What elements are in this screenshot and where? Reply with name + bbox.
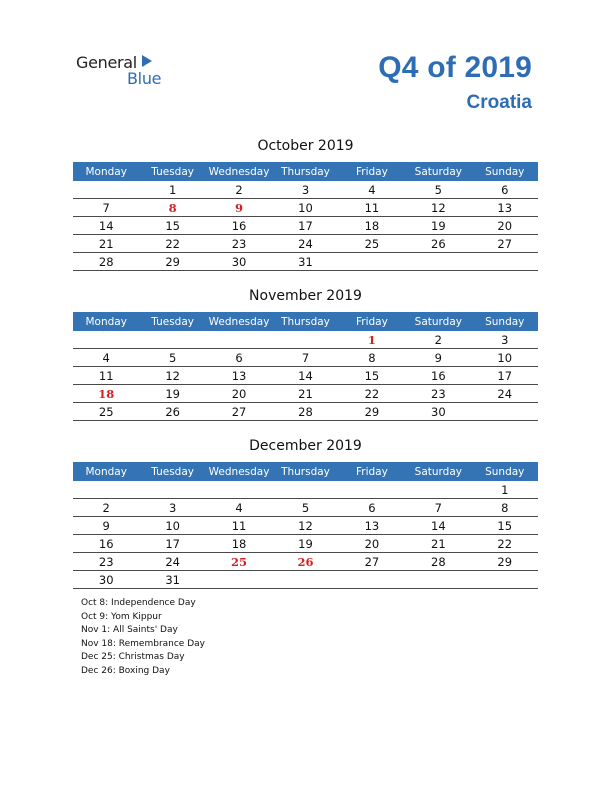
- week-row: [73, 331, 538, 349]
- country-name: Croatia: [466, 92, 532, 113]
- weekday-label: Friday: [355, 315, 388, 328]
- weekday-label: Monday: [85, 165, 127, 178]
- holiday-day-cell: 26: [297, 554, 314, 569]
- day-cell: 19: [431, 218, 446, 233]
- brand-logo: [76, 53, 176, 89]
- day-cell: 23: [98, 554, 114, 569]
- month-title: November 2019: [249, 288, 362, 304]
- day-cell: 3: [301, 182, 310, 197]
- day-cell: 18: [364, 218, 380, 233]
- weekday-label: Friday: [355, 165, 388, 178]
- page-title: Q4 of 2019: [378, 51, 532, 84]
- weekday-label: Wednesday: [208, 165, 270, 178]
- day-cell: 10: [298, 200, 313, 215]
- weekday-header: [73, 312, 538, 331]
- month-title: October 2019: [257, 138, 354, 154]
- day-cell: 5: [168, 350, 177, 365]
- day-cell: 14: [431, 518, 446, 533]
- day-cell: 8: [368, 350, 376, 365]
- day-cell: 21: [98, 236, 114, 251]
- month-december: [73, 435, 538, 589]
- day-cell: 2: [235, 182, 243, 197]
- day-cell: 3: [168, 500, 177, 515]
- day-cell: 10: [497, 350, 513, 365]
- day-cell: 7: [102, 200, 110, 215]
- day-cell: 29: [165, 254, 180, 269]
- day-cell: 9: [102, 518, 110, 533]
- week-row: [73, 403, 538, 421]
- day-cell: 14: [98, 218, 114, 233]
- day-cell: 16: [231, 218, 247, 233]
- day-cell: 25: [364, 236, 380, 251]
- day-cell: 2: [434, 332, 442, 347]
- day-cell: 11: [98, 368, 114, 383]
- holiday-day-cell: 8: [168, 200, 177, 215]
- week-row: [73, 481, 538, 499]
- holiday-day-cell: 1: [367, 332, 376, 347]
- weekday-label: Tuesday: [151, 315, 194, 328]
- holiday-day-cell: 9: [235, 200, 244, 215]
- day-cell: 16: [98, 536, 114, 551]
- day-cell: 4: [368, 182, 376, 197]
- weekday-label: Tuesday: [151, 165, 194, 178]
- logo-general-text: General: [76, 53, 137, 72]
- week-row: [73, 253, 538, 271]
- weekday-header: [73, 462, 538, 481]
- day-cell: 28: [298, 404, 313, 419]
- day-cell: 15: [497, 518, 513, 533]
- day-cell: 17: [298, 218, 313, 233]
- day-cell: 31: [298, 254, 313, 269]
- day-cell: 10: [165, 518, 180, 533]
- day-cell: 20: [231, 386, 247, 401]
- day-cell: 30: [98, 572, 114, 587]
- day-cell: 13: [364, 518, 380, 533]
- week-row: [73, 367, 538, 385]
- day-cell: 26: [431, 236, 446, 251]
- day-cell: 20: [497, 218, 513, 233]
- day-cell: 19: [298, 536, 313, 551]
- day-cell: 30: [431, 404, 446, 419]
- week-row: [73, 499, 538, 517]
- day-cell: 13: [497, 200, 513, 215]
- weekday-label: Saturday: [414, 465, 462, 478]
- day-cell: 19: [165, 386, 180, 401]
- day-cell: 27: [231, 404, 247, 419]
- day-cell: 1: [168, 182, 177, 197]
- day-cell: 13: [231, 368, 247, 383]
- logo-blue-text: Blue: [127, 69, 162, 88]
- day-cell: 24: [165, 554, 180, 569]
- day-cell: 3: [501, 332, 509, 347]
- holiday-note: Oct 8: Independence Day: [81, 598, 196, 608]
- day-cell: 28: [98, 254, 114, 269]
- holiday-note: Oct 9: Yom Kippur: [81, 611, 162, 622]
- week-row: [73, 571, 538, 589]
- day-cell: 4: [235, 500, 243, 515]
- weekday-label: Saturday: [414, 165, 462, 178]
- day-cell: 23: [431, 386, 446, 401]
- day-cell: 27: [497, 236, 513, 251]
- day-cell: 11: [231, 518, 247, 533]
- weekday-label: Sunday: [485, 465, 525, 478]
- day-cell: 22: [165, 236, 180, 251]
- holiday-note: Nov 1: All Saints' Day: [81, 625, 178, 636]
- week-row: [73, 181, 538, 199]
- day-cell: 12: [431, 200, 446, 215]
- day-cell: 12: [298, 518, 313, 533]
- day-cell: 27: [364, 554, 380, 569]
- weekday-label: Wednesday: [208, 465, 270, 478]
- week-row: [73, 235, 538, 253]
- weekday-label: Monday: [85, 465, 127, 478]
- day-cell: 20: [364, 536, 380, 551]
- day-cell: 17: [497, 368, 513, 383]
- day-cell: 15: [165, 218, 180, 233]
- weekday-label: Sunday: [485, 165, 525, 178]
- week-row: [73, 217, 538, 235]
- day-cell: 21: [431, 536, 446, 551]
- day-cell: 23: [231, 236, 247, 251]
- day-cell: 30: [231, 254, 247, 269]
- week-row: [73, 385, 538, 403]
- day-cell: 5: [434, 182, 442, 197]
- holiday-day-cell: 18: [98, 386, 115, 401]
- day-cell: 18: [231, 536, 247, 551]
- day-cell: 22: [497, 536, 513, 551]
- logo-flag-icon: [142, 55, 152, 67]
- day-cell: 6: [501, 182, 509, 197]
- week-row: [73, 553, 538, 571]
- day-cell: 9: [434, 350, 442, 365]
- day-cell: 22: [364, 386, 380, 401]
- day-cell: 25: [98, 404, 114, 419]
- day-cell: 29: [497, 554, 513, 569]
- day-cell: 2: [102, 500, 110, 515]
- day-cell: 7: [434, 500, 442, 515]
- day-cell: 29: [364, 404, 380, 419]
- day-cell: 8: [501, 500, 509, 515]
- week-row: [73, 535, 538, 553]
- holiday-note: Dec 26: Boxing Day: [81, 665, 170, 676]
- day-cell: 6: [368, 500, 376, 515]
- week-row: [73, 349, 538, 367]
- month-title: December 2019: [249, 438, 362, 454]
- day-cell: 24: [298, 236, 313, 251]
- weekday-header: [73, 162, 538, 181]
- weekday-label: Saturday: [414, 315, 462, 328]
- holiday-notes: [81, 597, 205, 679]
- weekday-label: Friday: [355, 465, 388, 478]
- day-cell: 6: [235, 350, 243, 365]
- weekday-label: Thursday: [281, 315, 330, 328]
- weekday-label: Sunday: [485, 315, 525, 328]
- day-cell: 5: [301, 500, 310, 515]
- holiday-note: Nov 18: Remembrance Day: [81, 638, 205, 649]
- week-row: [73, 199, 538, 217]
- weekday-label: Thursday: [281, 165, 330, 178]
- weekday-label: Thursday: [281, 465, 330, 478]
- holiday-note: Dec 25: Christmas Day: [81, 652, 185, 663]
- day-cell: 15: [364, 368, 380, 383]
- day-cell: 14: [298, 368, 313, 383]
- day-cell: 26: [165, 404, 180, 419]
- week-row: [73, 517, 538, 535]
- holiday-day-cell: 25: [231, 554, 248, 569]
- day-cell: 1: [501, 482, 509, 497]
- day-cell: 11: [364, 200, 380, 215]
- day-cell: 16: [431, 368, 446, 383]
- day-cell: 4: [102, 350, 110, 365]
- month-november: [73, 285, 538, 421]
- weekday-label: Monday: [85, 315, 127, 328]
- weekday-label: Wednesday: [208, 315, 270, 328]
- day-cell: 28: [431, 554, 446, 569]
- day-cell: 31: [165, 572, 180, 587]
- weekday-label: Tuesday: [151, 465, 194, 478]
- month-october: [73, 135, 538, 271]
- day-cell: 7: [301, 350, 310, 365]
- day-cell: 17: [165, 536, 180, 551]
- day-cell: 24: [497, 386, 513, 401]
- day-cell: 21: [298, 386, 313, 401]
- day-cell: 12: [165, 368, 180, 383]
